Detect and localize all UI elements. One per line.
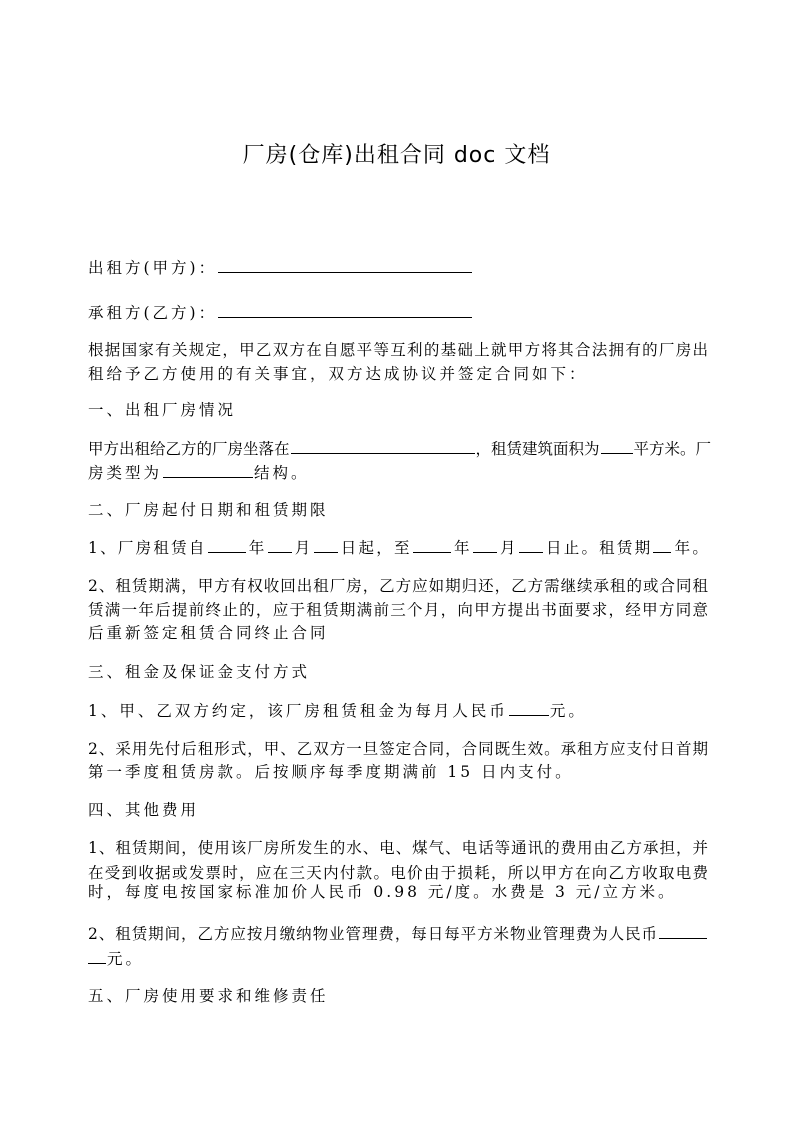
area-blank (601, 439, 633, 454)
intro-line: 租给予乙方使用的有关事宜，双方达成协议并签定合同如下： (88, 365, 588, 383)
text: 年。 (672, 539, 708, 557)
section-heading: 三、租金及保证金支付方式 (88, 663, 311, 681)
paragraph-line (88, 439, 712, 459)
rent-blank (509, 701, 549, 716)
paragraph-line: 赁满一年后提前终止的，应于租赁期满前三个月，向甲方提出书面要求，经甲方同意 (88, 601, 708, 619)
text: 甲方出租给乙方的厂房坐落在 (88, 440, 290, 458)
text: 结构。 (254, 464, 310, 482)
text: 房类型为 (88, 464, 163, 482)
party-b-label: 承租方(乙方)： (88, 304, 218, 322)
party-b-blank (218, 303, 472, 318)
intro-line: 根据国家有关规定，甲乙双方在自愿平等互利的基础上就甲方将其合法拥有的厂房出 (88, 341, 708, 359)
text: 日起，至 (338, 539, 412, 557)
text: 1、厂房租赁自 (88, 539, 207, 557)
text: 1、甲、乙双方约定，该厂房租赁租金为每月人民币 (88, 702, 508, 720)
text: 元。 (549, 702, 587, 720)
paragraph-line: 第一季度租赁房款。后按顺序每季度期满前 15 日内支付。 (88, 763, 574, 781)
party-a-line (88, 258, 473, 278)
start-year-blank (208, 538, 246, 553)
paragraph-line: 1、租赁期间，使用该厂房所发生的水、电、煤气、电话等通讯的费用由乙方承担，并 (88, 839, 708, 857)
start-day-blank (314, 538, 338, 553)
document-title: 厂房(仓库)出租合同 doc 文档 (242, 143, 551, 168)
section-heading: 四、其他费用 (88, 801, 200, 819)
paragraph-line (88, 949, 144, 969)
paragraph-line (88, 538, 708, 558)
text: 平方米。厂 (633, 440, 712, 458)
text: 元。 (107, 950, 145, 968)
section-heading: 五、厂房使用要求和维修责任 (88, 987, 329, 1005)
end-month-blank (473, 538, 497, 553)
text: 月 (292, 539, 313, 557)
paragraph-line (88, 924, 708, 944)
section-heading: 二、厂房起付日期和租赁期限 (88, 501, 329, 519)
text: 2、租赁期间，乙方应按月缴纳物业管理费，每日每平方米物业管理费为人民币 (88, 925, 658, 943)
paragraph-line: 后重新签定租赁合同终止合同 (88, 624, 329, 642)
fee-blank-cont (88, 949, 106, 964)
end-day-blank (519, 538, 543, 553)
start-month-blank (268, 538, 292, 553)
paragraph-line: 时，每度电按国家标准加价人民币 0.98 元/度。水费是 3 元/立方米。 (88, 883, 677, 901)
fee-blank (659, 924, 707, 939)
end-year-blank (413, 538, 451, 553)
text: 月 (497, 539, 518, 557)
section-heading: 一、出租厂房情况 (88, 401, 237, 419)
paragraph-line (88, 701, 587, 721)
party-a-label: 出租方(甲方)： (88, 259, 218, 277)
paragraph-line: 在受到收据或发票时，应在三天内付款。电价由于损耗，所以甲方在向乙方收取电费 (88, 864, 708, 882)
text: 年 (451, 539, 472, 557)
location-blank (291, 439, 475, 454)
term-blank (653, 538, 671, 553)
paragraph-line: 2、采用先付后租形式，甲、乙双方一旦签定合同，合同既生效。承租方应支付日首期 (88, 740, 708, 758)
paragraph-line (88, 463, 310, 483)
text: ，租赁建筑面积为 (475, 440, 600, 458)
text: 年 (246, 539, 267, 557)
paragraph-line: 2、租赁期满，甲方有权收回出租厂房，乙方应如期归还，乙方需继续承租的或合同租 (88, 577, 708, 595)
type-blank (163, 463, 253, 478)
party-b-line (88, 303, 473, 323)
text: 日止。租赁期 (543, 539, 653, 557)
party-a-blank (218, 258, 472, 273)
